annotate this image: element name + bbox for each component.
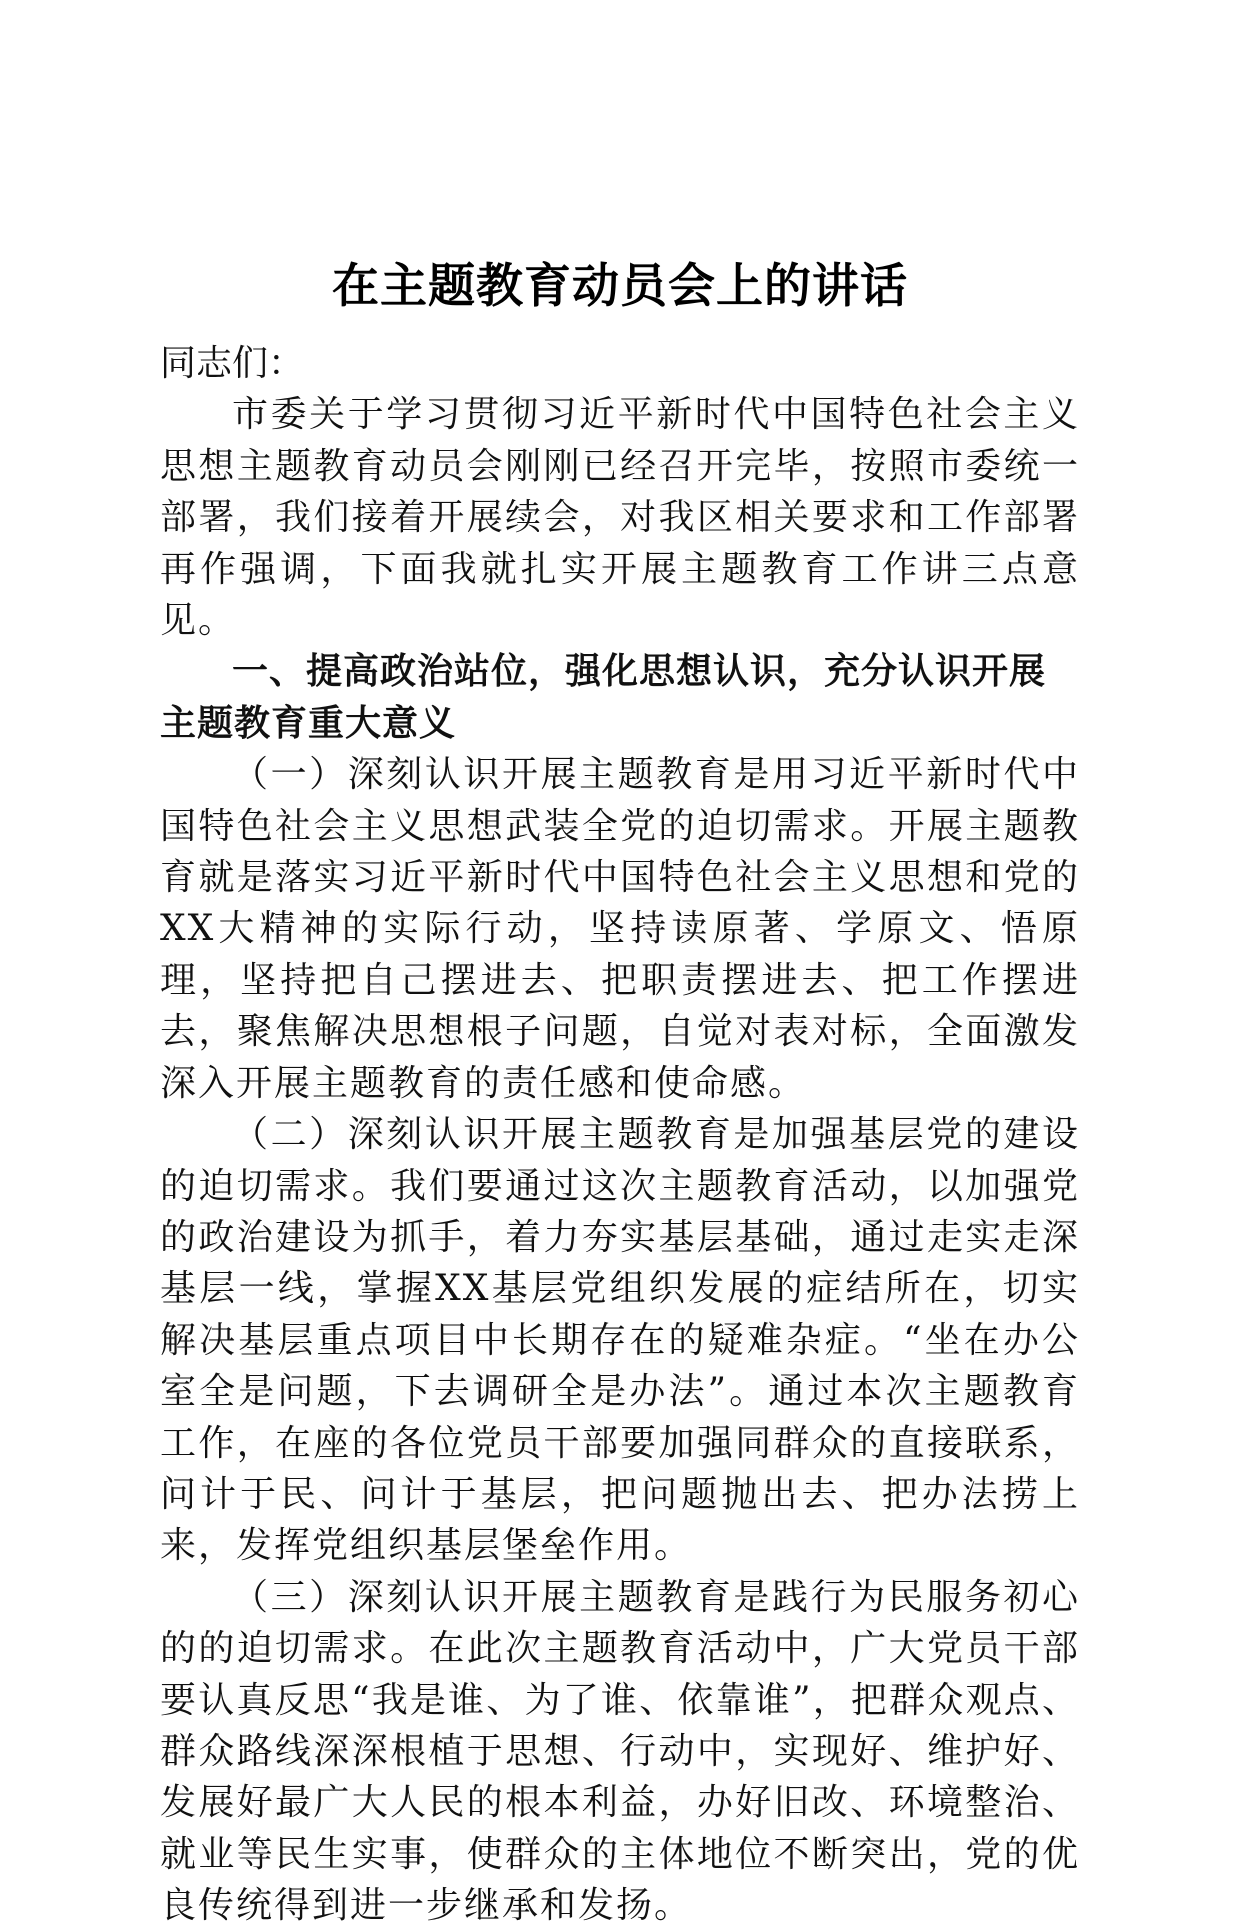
section1-paragraph-3: （三）深刻认识开展主题教育是践行为民服务初心的的迫切需求。在此次主题教育活动中，广大党员干部要认真反思“我是谁、为了谁、依靠谁”，把群众观点、群众路线深深根植于思想、行动中，实现好、维护好、发展好最广大人民的根本利益，办好旧改、环境整治、就业等民生实事，使群众的主体地位不断突出，党的优良传统得到进一步继承和发扬。 <box>160 1576 1080 1927</box>
section-heading-1: 一、提高政治站位，强化思想认识，充分认识开展主题教育重大意义 <box>160 651 1047 744</box>
section1-paragraph-1: （一）深刻认识开展主题教育是用习近平新时代中国特色社会主义思想武装全党的迫切需求。开展主题教育就是落实习近平新时代中国特色社会主义思想和党的XX大精神的实际行动，坚持读原著、学原文、悟原理，坚持把自己摆进去、把职责摆进去、把工作摆进去，聚焦解决思想根子问题，自觉对表对标，全面激发深入开展主题教育的责任感和使命感。 <box>160 754 1080 1104</box>
intro-paragraph: 市委关于学习贯彻习近平新时代中国特色社会主义思想主题教育动员会刚刚已经召开完毕，按照市委统一部署，我们接着开展续会，对我区相关要求和工作部署再作强调，下面我就扎实开展主题教育工作讲三点意见。 <box>160 394 1080 642</box>
section1-paragraph-2: （二）深刻认识开展主题教育是加强基层党的建设的迫切需求。我们要通过这次主题教育活动，以加强党的政治建设为抓手，着力夯实基层基础，通过走实走深基层一线，掌握XX基层党组织发展的症结所在，切实解决基层重点项目中长期存在的疑难杂症。“坐在办公室全是问题，下去调研全是办法”。通过本次主题教育工作，在座的各位党员干部要加强同群众的直接联系，问计于民、问计于基层，把问题抛出去、把办法捞上来，发挥党组织基层堡垒作用。 <box>160 1114 1080 1567</box>
document-title: 在主题教育动员会上的讲话 <box>332 259 908 314</box>
greeting: 同志们： <box>160 343 305 384</box>
document-body <box>160 338 1080 1932</box>
